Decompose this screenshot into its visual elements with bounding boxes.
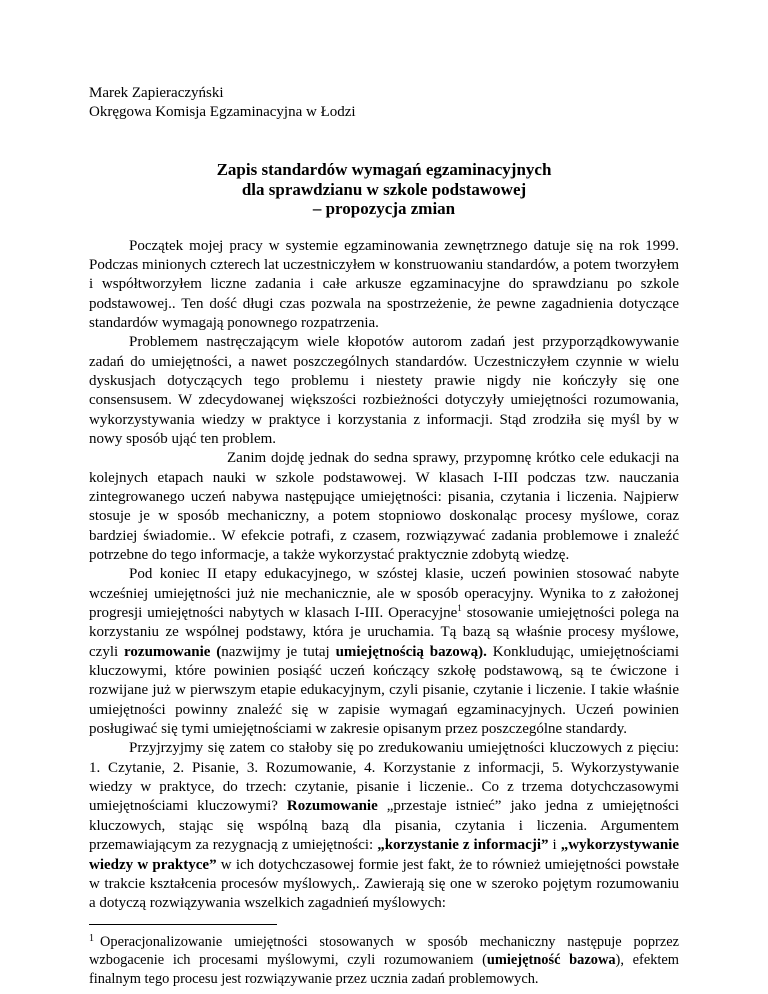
footnote-text-a: Operacjonalizowanie umiejętności stosowanych w sposób mechaniczny następuje poprzez wzbogacenie ich procesami myślowymi, czyli rozumowaniem ( — [89, 933, 679, 969]
paragraph-4 — [89, 565, 679, 739]
paragraph-4-bold-bazowa: umiejętnością bazową). — [335, 643, 487, 660]
footnote-bold: umiejętność bazowa — [486, 952, 616, 969]
author-name: Marek Zapieraczyński — [89, 85, 224, 101]
title-line-1: Zapis standardów wymagań egzaminacyjnych — [216, 160, 552, 179]
author-block — [89, 84, 679, 121]
paragraph-5-text-a: Przyjrzyjmy się zatem co stałoby się po zredukowaniu umiejętności kluczowych z pięciu: 1. Czytanie, 2. Pisanie, 3. Rozumowanie, 4. Korzystanie z informacji, 5. Wykorzystywanie wiedzy w praktyce, do trzech: czytanie, pisanie i liczenie.. Co z trzema dotychczasowymi umiejętnościami kluczowymi? — [89, 740, 679, 815]
paragraph-5-text-c: i — [548, 837, 561, 854]
paragraph-1: Początek mojej pracy w systemie egzaminowania zewnętrznego datuje się na rok 1999. Podczas minionych czterech lat uczestniczyłem w konstruowaniu standardów, a potem tworzyłem i współtworzyłem liczne zadania i całe arkusze egzaminacyjne do sprawdzianu po szkole podstawowej.. Ten dość długi czas pozwala na spostrzeżenie, że pewne zagadnienia dotyczące standardów wymagają ponownego rozpatrzenia. — [89, 237, 679, 331]
document-page — [89, 84, 679, 988]
paragraph-3: Zanim dojdę jednak do sedna sprawy, przypomnę krótko cele edukacji na kolejnych etapach nauki w szkole podstawowej. W klasach I-III podczas tzw. nauczania zintegrowanego uczeń nabywa następujące umiejętności: pisania, czytania i liczenia. Najpierw stosuje je w sposób mechaniczny, a potem stopniowo doskonaląc procesy myślowe, coraz bardziej świadomie.. W efekcie potrafi, z czasem, rozwiązywać zadania problemowe i znaleźć potrzebne do tego informacje, a także wykorzystać praktycznie zdobytą wiedzę. — [89, 450, 679, 563]
author-institution: Okręgowa Komisja Egzaminacyjna w Łodzi — [89, 103, 356, 120]
paragraph-4-text-b: stosowanie umiejętności polega na korzystaniu ze wspólnej podstawy, która je uruchamia. Tą bazą są właśnie procesy myślowe, czyli — [89, 605, 679, 660]
title-line-3: – propozycja zmian — [312, 199, 456, 218]
paragraph-5-text-d: w ich dotychczasowej formie jest fakt, że to również umiejętności powstałe w trakcie kształcenia procesów myślowych,. Zawierają się one w szeroko pojętym rozumowaniu a dotyczą rozwiązywania wszelkich zagadnień myślowych: — [89, 856, 679, 912]
paragraph-5-bold-wiedzy: „wykorzystywanie wiedzy w praktyce” — [89, 837, 680, 873]
paragraph-5 — [89, 739, 679, 913]
paragraph-2: Problemem nastręczającym wiele kłopotów autorom zadań jest przyporządkowywanie zadań do umiejętności, a nawet poszczególnych standardów. Uczestniczyłem czynnie w wielu dyskusjach dotyczących tego problemu i niestety prawie nigdy nie kończyły się one consensusem. W zdecydowanej większości rozbieżności dotyczyły umiejętności rozumowania, wykorzystywania wiedzy w praktyce i korzystania z informacji. Stąd zrodziła się myśl by w nowy sposób ująć ten problem. — [89, 334, 679, 447]
footnote-separator — [89, 924, 277, 925]
paragraph-4-text-a: Pod koniec II etapy edukacyjnego, w szóstej klasie, uczeń powinien stosować nabyte wcześniej umiejętności już nie mechanicznie, ale w sposób operacyjny. Wynika to z założonej progresji umiejętności nabytych w klasach I-III. Operacyjne — [89, 566, 679, 622]
paragraph-5-text-b: „przestaje istnieć” jako jedna z umiejętności kluczowych, stając się wspólną bazą dla pisania, czytania i liczenia. Argumentem przemawiającym za rezygnacją z umiejętności: — [89, 798, 679, 854]
footnote — [89, 933, 679, 989]
paragraph-5-bold-informacji: „korzystanie z informacji” — [377, 837, 549, 854]
footnote-reference: 1 — [457, 603, 462, 614]
footnote-number: 1 — [89, 932, 94, 944]
paragraph-4-bold-rozumowanie: rozumowanie ( — [124, 643, 222, 660]
paragraph-5-bold-rozumowanie: Rozumowanie — [286, 798, 378, 815]
document-body — [89, 237, 679, 914]
paragraph-4-text-c: nazwijmy je tutaj — [221, 643, 336, 660]
paragraph-4-text-d: Konkludując, umiejętnościami kluczowymi, które powinien posiąść uczeń kończący szkołę podstawową, są te ćwiczone i rozwijane już w pierwszym etapie edukacyjnym, czyli pisanie, czytanie i liczenie. I takie właśnie umiejętności powinny znaleźć się w zapisie wymagań egzaminacyjnych. Uczeń powinien posługiwać się tymi umiejętnościami w zakresie opisanym przez poszczególne standardy. — [89, 643, 679, 738]
footnote-text-b: ), efektem finalnym tego procesu jest rozwiązywanie przez ucznia zadań problemowych. — [89, 952, 679, 987]
title-line-2: dla sprawdzianu w szkole podstawowej — [241, 179, 527, 199]
document-title — [89, 160, 679, 219]
